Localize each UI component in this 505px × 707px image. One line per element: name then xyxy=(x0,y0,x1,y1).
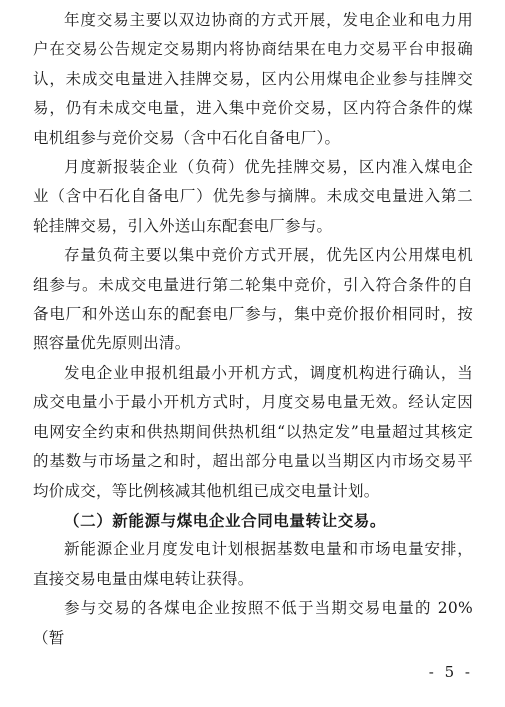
paragraph-existing-load: 存量负荷主要以集中竞价方式开展，优先区内公用煤电机组参与。未成交电量进行第二轮集中竞价，引入符合条件的自备电厂和外送山东的配套电厂参与，集中竞价报价相同时，按照容量优先原则出清。 xyxy=(33,246,473,353)
paragraph-new-energy-plan: 新能源企业月度发电计划根据基数电量和市场电量安排，直接交易电量由煤电转让获得。 xyxy=(33,540,473,588)
document-body xyxy=(33,6,473,653)
section-heading-contract-transfer: （二）新能源与煤电企业合同电量转让交易。 xyxy=(64,510,387,530)
paragraph-annual-trading: 年度交易主要以双边协商的方式开展，发电企业和电力用户在交易公告规定交易期内将协商结果在电力交易平台申报确认，未成交电量进入挂牌交易，区内公用煤电企业参与挂牌交易，仍有未成交电量，进入集中竞价交易，区内符合条件的煤电机组参与竞价交易（含中石化自备电厂）。 xyxy=(33,11,473,147)
paragraph-monthly-new-load: 月度新报装企业（负荷）优先挂牌交易，区内准入煤电企业（含中石化自备电厂）优先参与摘牌。未成交电量进入第二轮挂牌交易，引入外送山东配套电厂参与。 xyxy=(33,158,473,235)
paragraph-minimum-startup: 发电企业申报机组最小开机方式，调度机构进行确认，当成交电量小于最小开机方式时，月度交易电量无效。经认定因电网安全约束和供热期间供热机组“以热定发”电量超过其核定的基数与市场量之和时，超出部分电量以当期区内市场交易平均价成交，等比例核减其他机组已成交电量计划。 xyxy=(33,363,473,500)
paragraph-coal-power-participation: 参与交易的各煤电企业按照不低于当期交易电量的 20%（暂 xyxy=(33,599,473,647)
page-number: - 5 - xyxy=(428,663,473,681)
